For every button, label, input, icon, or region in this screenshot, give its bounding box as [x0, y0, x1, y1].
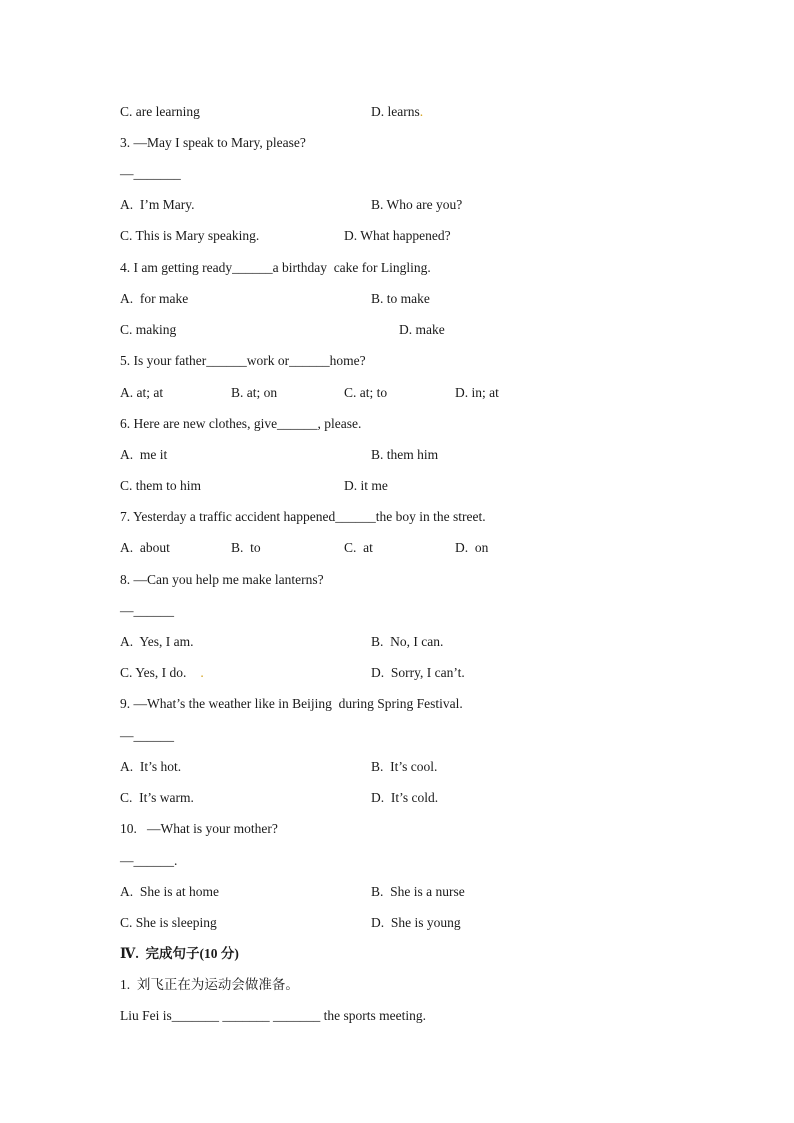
- q8-option-c-dot: .: [200, 665, 204, 680]
- q2-option-c: C. are learning: [120, 104, 200, 119]
- q7-option-a: A. about: [120, 540, 170, 555]
- q7-stem: 7. Yesterday a traffic accident happened______the boy in the street.: [120, 509, 486, 524]
- q9-option-d: D. It’s cold.: [371, 790, 439, 805]
- q10-option-a: A. She is at home: [120, 884, 219, 899]
- q8-reply-blank: —______: [120, 603, 174, 618]
- q4-option-d: D. make: [399, 322, 445, 337]
- q10-option-c: C. She is sleeping: [120, 915, 217, 930]
- q3-option-c: C. This is Mary speaking.: [120, 228, 260, 243]
- q4-stem: 4. I am getting ready______a birthday cake for Lingling.: [120, 260, 431, 275]
- q3-reply-blank: —_______: [120, 166, 181, 181]
- q9-stem: 9. —What’s the weather like in Beijing during Spring Festival.: [120, 696, 463, 711]
- q2-option-d-text: D. learns: [371, 104, 420, 119]
- q2-option-d-dot: .: [419, 104, 424, 119]
- q6-option-d: D. it me: [344, 478, 388, 493]
- q6-option-a: A. me it: [120, 447, 168, 462]
- q5-option-a: A. at; at: [120, 385, 164, 400]
- q8-option-b: B. No, I can.: [371, 634, 444, 649]
- q10-reply-blank: —______.: [120, 853, 178, 868]
- q4-option-c: C. making: [120, 322, 177, 337]
- q2-option-d: [371, 103, 423, 121]
- q10-option-d: D. She is young: [371, 915, 461, 930]
- q9-option-c: C. It’s warm.: [120, 790, 194, 805]
- q4-option-a: A. for make: [120, 291, 189, 306]
- q9-reply-blank: —______: [120, 728, 174, 743]
- q5-option-b: B. at; on: [231, 385, 278, 400]
- q8-option-a: A. Yes, I am.: [120, 634, 194, 649]
- section4-q1-chinese: 1. 刘飞正在为运动会做准备。: [120, 977, 299, 992]
- q3-stem: 3. —May I speak to Mary, please?: [120, 135, 306, 150]
- q7-option-d: D. on: [455, 540, 489, 555]
- q6-stem: 6. Here are new clothes, give______, please.: [120, 416, 362, 431]
- q8-option-c: [120, 664, 204, 682]
- q7-option-b: B. to: [231, 540, 261, 555]
- q5-stem: 5. Is your father______work or______home?: [120, 353, 366, 368]
- q8-option-d: D. Sorry, I can’t.: [371, 665, 465, 680]
- q5-option-c: C. at; to: [344, 385, 388, 400]
- q6-option-b: B. them him: [371, 447, 439, 462]
- q6-option-c: C. them to him: [120, 478, 201, 493]
- section4-q1-english: Liu Fei is_______ _______ _______ the sports meeting.: [120, 1008, 426, 1023]
- q3-option-a: A. I’m Mary.: [120, 197, 195, 212]
- q9-option-a: A. It’s hot.: [120, 759, 182, 774]
- q7-option-c: C. at: [344, 540, 373, 555]
- section-heading: Ⅳ. 完成句子(10 分): [120, 946, 239, 961]
- q3-option-d: D. What happened?: [344, 228, 451, 243]
- q5-option-d: D. in; at: [455, 385, 499, 400]
- q8-stem: 8. —Can you help me make lanterns?: [120, 572, 324, 587]
- q8-option-c-text: C. Yes, I do.: [120, 665, 187, 680]
- q4-option-b: B. to make: [371, 291, 430, 306]
- q10-stem: 10. —What is your mother?: [120, 821, 278, 836]
- q3-option-b: B. Who are you?: [371, 197, 463, 212]
- q10-option-b: B. She is a nurse: [371, 884, 465, 899]
- q9-option-b: B. It’s cool.: [371, 759, 438, 774]
